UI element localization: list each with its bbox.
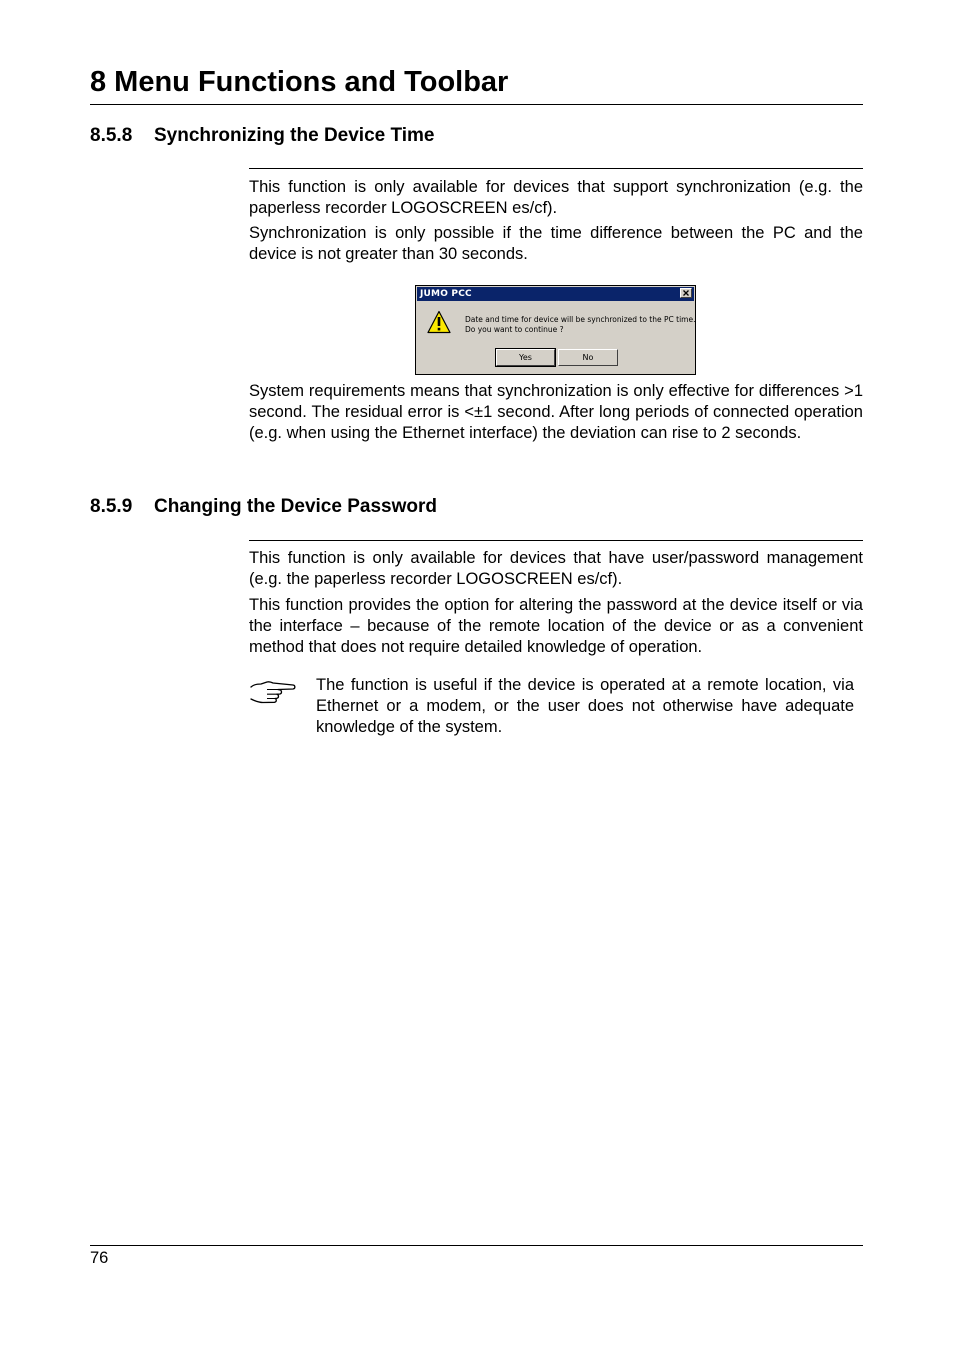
section-heading-sync — [90, 124, 435, 148]
paragraph: This function is only available for devices that have user/password management (e.g. the paperless recorder LOGOSCREEN es/cf). — [249, 549, 863, 588]
no-button[interactable]: No — [558, 349, 618, 366]
paragraph: This function is only available for devices that support synchronization (e.g. the paperless recorder LOGOSCREEN es/cf). — [249, 178, 863, 217]
footer-rule — [90, 1245, 863, 1246]
section-number: 8.5.9 — [90, 496, 133, 517]
dialog-close-button[interactable] — [680, 288, 692, 298]
dialog-message — [465, 315, 695, 335]
chapter-title: 8 Menu Functions and Toolbar — [90, 66, 509, 98]
sync-confirm-dialog — [415, 285, 696, 375]
dialog-message-line: Do you want to continue ? — [465, 325, 564, 334]
section-title: Synchronizing the Device Time — [154, 125, 435, 146]
section-rule — [249, 540, 863, 541]
dialog-titlebar[interactable] — [417, 287, 694, 301]
yes-button[interactable]: Yes — [496, 349, 555, 366]
section-number: 8.5.8 — [90, 125, 133, 146]
paragraph: This function provides the option for altering the password at the device itself or via the interface – because of the remote location of the device or as a convenient method that does not require detailed knowledge of operation. — [249, 596, 863, 656]
dialog-message-line: Date and time for device will be synchronized to the PC time. — [465, 315, 696, 324]
paragraph: Synchronization is only possible if the time difference between the PC and the device is not greater than 30 seconds. — [249, 224, 863, 263]
pointing-hand-icon — [249, 678, 297, 706]
note-text: The function is useful if the device is operated at a remote location, via Ethernet or a modem, or the user does not otherwise have adequate knowledge of the system. — [316, 676, 854, 736]
section-title: Changing the Device Password — [154, 496, 437, 517]
section-heading-password — [90, 495, 437, 519]
warning-icon — [427, 310, 451, 334]
page-number: 76 — [90, 1249, 109, 1267]
section-rule — [249, 168, 863, 169]
paragraph: System requirements means that synchronization is only effective for differences >1 second. The residual error is <±1 second. After long periods of connected operation (e.g. when using the Ethernet interface) the deviation can rise to 2 seconds. — [249, 382, 863, 442]
dialog-title: JUMO PCC — [420, 289, 472, 299]
header-rule — [90, 104, 863, 105]
close-icon — [681, 289, 691, 297]
